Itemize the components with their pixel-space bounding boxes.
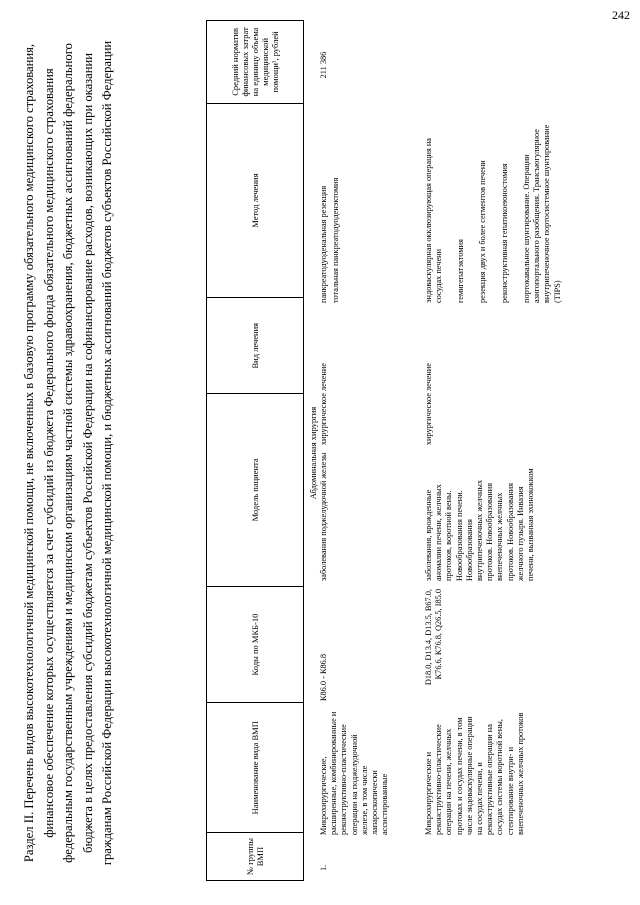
method-total-pancreatoduodenectomy: тотальная панкреатодуоденэктомия xyxy=(331,177,340,303)
treatment-type-pancreas: хирургическое лечение xyxy=(319,363,328,446)
header-group-number: № группы ВМП xyxy=(207,832,303,880)
vmp-name-liver: Микрохирургические и реконструктивно-пластические операции на печени, желчных протоках и сосудах печени, в том числе эндоваскулярные операции на сосудах печени, и реконструктивные операции на сосудах системы воротной вены, стентирование внутри- и внепеченочных желчных протоков xyxy=(424,712,525,835)
patient-model-pancreas: заболевания поджелудочной железы xyxy=(319,452,328,581)
treatment-type-liver: хирургическое лечение xyxy=(424,363,433,446)
method-hepaticojejunostomy: реконструктивная гепатикоеюностомия xyxy=(500,163,509,303)
page-number: 242 xyxy=(612,8,630,22)
header-treatment-type: Вид лечения xyxy=(207,297,303,393)
patient-model-liver: заболевания, врожденные аномалии печени, желчных протоков, воротной вены. Новообразования печени. Новообразования внутрипеченочных желчных протоков. Новообразования внепеченочных желчных протоков. Новообразования желчного пузыря. Инвазия печени, вызванная эхинококком xyxy=(424,468,536,581)
group-number: 1. xyxy=(319,864,328,871)
rotated-page-content xyxy=(14,13,614,893)
method-pancreatoduodenal-resection: панкреатодуоденальная резекция xyxy=(319,185,328,303)
table-header-row xyxy=(206,20,304,881)
icd-codes-liver: D18.0, D13.4, D13.5, В67.0, К76.6, К76.8, Q26.5, I85.0 xyxy=(424,589,444,686)
vmp-name-pancreas: Микрохирургические, расширенные, комбинированные и реконструктивно-пластические операции на поджелудочной железе, в том числе лапароскопически ассистированные xyxy=(319,711,390,835)
header-treatment-method: Метод лечения xyxy=(207,103,303,298)
method-portocaval-shunting: портокавальное шунтирование. Операции азигопортального разобщения. Трансъюгулярное внутрипеченочное портосистемное шунтирование (TIPS) xyxy=(522,124,562,303)
header-vmp-name: Наименование вида ВМП xyxy=(207,702,303,832)
document-heading: Раздел II. Перечень видов высокотехнологичной медицинской помощи, не включенных в базовую программу обязательного медицинского страхования, финансовое обеспечение которых осуществляется за счет субсидий из бюджета Федерального фонда обязательного медицинского страхования федеральным государственным учреждениям и медицинским организациям частной системы здравоохранения, бюджетных ассигнований федерального бюджета в целях предоставления субсидий бюджетам субъектов Российской Федерации на софинансирование расходов, возникающих при оказании гражданам Российской Федерации высокотехнологичной медицинской помощи, и бюджетных ассигнований бюджетов субъектов Российской Федерации xyxy=(22,40,114,866)
average-cost-value: 211 386 xyxy=(319,51,328,79)
icd-codes-pancreas: К86.0 - К86.8 xyxy=(319,653,328,701)
header-average-cost: Средний норматив финансовых затрат на единицу объема медицинской помощи¹, рублей xyxy=(230,27,280,97)
method-liver-segment-resection: резекция двух и более сегментов печени xyxy=(478,160,487,303)
method-endovascular-occlusion: эндоваскулярная окклюзирующая операция на сосудах печени xyxy=(424,138,444,303)
header-icd-codes: Коды по МКБ-10 xyxy=(207,586,303,703)
header-patient-model: Модель пациента xyxy=(207,393,303,586)
section-title: Абдоминальная хирургия xyxy=(308,406,318,500)
method-hemihepatectomy: гемигепатэктомия xyxy=(456,239,465,303)
